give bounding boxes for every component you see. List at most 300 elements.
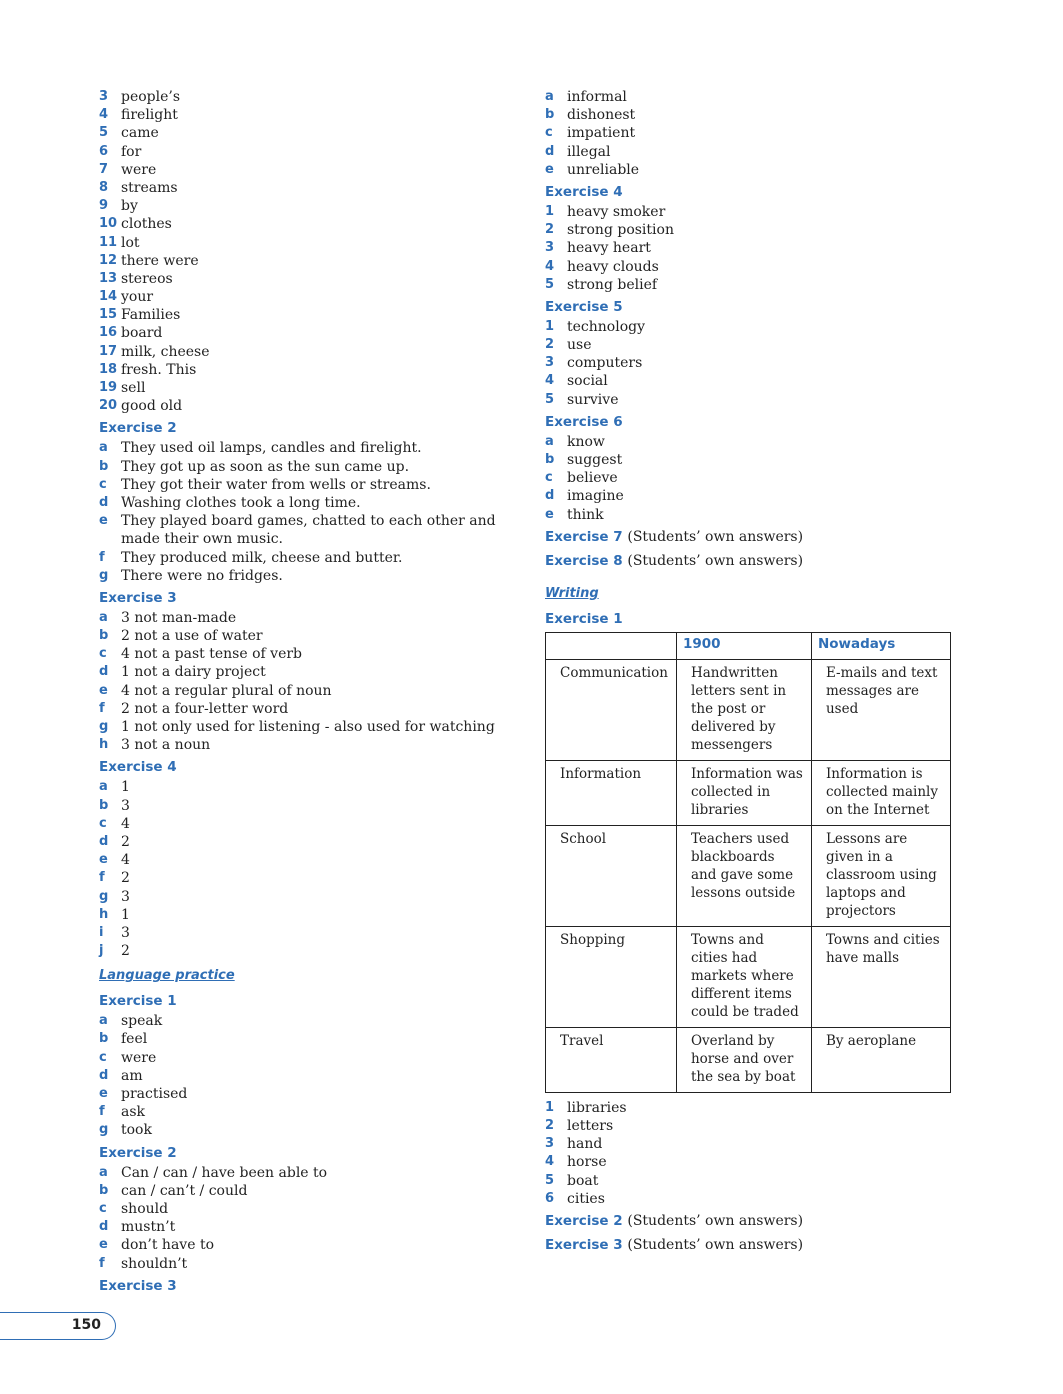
item-value: can / can’t / could [121,1182,248,1199]
list-item [545,161,975,179]
item-value: streams [121,179,178,196]
r-ex4-list [545,203,975,294]
table-row [546,1027,951,1092]
item-key: b [99,797,109,813]
item-value: They got up as soon as the sun came up. [121,458,410,475]
list-item [545,487,975,505]
item-key: 19 [99,380,118,395]
item-value: 2 [121,833,130,850]
item-key: b [99,458,109,474]
item-value: Washing clothes took a long time. [121,494,361,511]
item-value: mustn’t [121,1219,176,1236]
item-value: clothes [121,216,172,233]
item-key: 15 [99,307,118,323]
item-key: 1 [545,203,555,219]
table-cell: E-mails and text messages are used [811,659,950,760]
item-value: Families [121,307,181,324]
item-key: c [99,815,107,831]
ex1-list [99,88,519,415]
item-key: a [99,440,108,456]
table-body [546,659,951,1092]
item-value: people’s [121,89,181,105]
item-key: a [99,779,108,795]
exercise-3-heading: Exercise 3 [99,589,177,606]
list-item [99,797,519,815]
item-value: horse [567,1154,607,1171]
item-key: g [99,567,109,583]
list-item [99,324,519,342]
list-item [545,318,975,336]
item-value: 2 [121,943,130,960]
w-exercise-2-heading [545,1210,975,1232]
list-item [99,718,519,736]
item-value: 2 not a four-letter word [121,700,289,717]
item-key: j [99,943,104,959]
item-key: 5 [545,391,555,407]
list-item [99,397,519,415]
item-key: 1 [545,318,555,334]
item-value: heavy clouds [567,258,659,275]
list-item [99,234,519,252]
list-item [99,888,519,906]
item-key: 4 [545,373,555,389]
list-item [99,1200,519,1218]
table-cell: By aeroplane [811,1027,950,1092]
item-value: illegal [567,143,611,160]
item-value: 4 not a regular plural of noun [121,682,332,699]
table-header-cell [546,632,677,659]
item-key: d [99,1067,109,1083]
list-item [545,1117,975,1135]
item-value: strong position [567,222,674,239]
table-cell: Overland by horse and over the sea by boat [676,1027,811,1092]
list-item [99,512,519,548]
item-key: 3 [545,240,555,256]
item-key: 17 [99,343,118,359]
list-item [99,663,519,681]
item-key: 6 [99,143,109,159]
item-value: speak [121,1013,163,1030]
item-value: feel [121,1031,148,1048]
item-key: 1 [545,1099,555,1115]
list-item [99,1030,519,1048]
list-item [545,258,975,276]
item-key: f [99,700,105,716]
item-value: good old [121,398,183,415]
table-cell: Lessons are given in a classroom using laptops and projectors [811,825,950,926]
item-value: libraries [567,1099,627,1116]
item-value: should [121,1200,169,1217]
exercise-2-heading: Exercise 2 [99,420,177,437]
item-key: g [99,719,109,735]
item-value: stereos [121,270,173,287]
list-item [99,1121,519,1139]
item-key: 2 [545,1117,555,1133]
ex3-list [99,609,519,755]
list-item [99,815,519,833]
item-value: They got their water from wells or streams. [121,476,431,493]
page-number-tab [0,1312,116,1340]
list-item [545,1099,975,1117]
item-value: practised [121,1086,188,1103]
r-ex5-list [545,318,975,409]
item-value: know [567,433,605,450]
item-value: shouldn’t [121,1255,188,1272]
list-item [99,1255,519,1273]
r-exercise-8-heading [545,550,975,572]
r-exercise-5-heading: Exercise 5 [545,298,623,315]
list-item [545,239,975,257]
w-exercise-1-heading: Exercise 1 [545,610,623,627]
item-key: a [99,1013,108,1029]
item-value: 3 [121,924,130,941]
list-item [99,361,519,379]
item-key: 18 [99,361,118,377]
item-key: 6 [545,1190,555,1206]
w-exercise-3-note: (Students’ own answers) [627,1236,804,1253]
item-value: 3 not man-made [121,609,237,626]
item-key: e [99,1086,108,1102]
table-cell: Teachers used blackboards and gave some lessons outside [676,825,811,926]
table-row [546,760,951,825]
row-label-cell: School [546,825,677,926]
item-key: c [545,470,553,486]
list-item [99,645,519,663]
list-item [99,549,519,567]
table-cell: Information was collected in libraries [676,760,811,825]
item-key: g [99,1122,109,1138]
list-item [99,700,519,718]
list-item [545,221,975,239]
table-header-cell: Nowadays [811,632,950,659]
list-item [545,433,975,451]
item-value: 2 not a use of water [121,628,263,645]
list-item [99,1218,519,1236]
lp-ex2-list [99,1164,519,1273]
item-value: firelight [121,107,178,124]
table-cell: Towns and cities have malls [811,926,950,1027]
lp-exercise-3-heading: Exercise 3 [99,1277,177,1294]
item-value: hand [567,1136,603,1153]
item-value: 1 [121,779,130,796]
item-value: strong belief [567,276,658,293]
item-key: 3 [545,355,555,371]
item-key: i [99,924,104,940]
item-value: letters [567,1117,614,1134]
list-item [99,215,519,233]
item-key: a [545,433,554,449]
list-item [99,476,519,494]
r-exercise-6-heading: Exercise 6 [545,413,623,430]
item-value: 4 [121,815,130,832]
item-value: unreliable [567,161,640,178]
list-item [545,203,975,221]
item-key: 3 [99,89,109,104]
exercise-7-note: (Students’ own answers) [627,528,804,545]
list-item [99,778,519,796]
item-key: 5 [545,1172,555,1188]
table-cell: Handwritten letters sent in the post or delivered by messengers [676,659,811,760]
item-value: 3 [121,797,130,814]
list-item [99,869,519,887]
list-item [99,1182,519,1200]
list-item [99,143,519,161]
item-value: think [567,506,604,523]
item-value: your [121,289,154,306]
item-key: c [545,125,553,141]
list-item [545,506,975,524]
list-item [99,179,519,197]
table-header-row [546,632,951,659]
item-key: b [545,452,555,467]
row-label-cell: Travel [546,1027,677,1092]
item-value: don’t have to [121,1237,214,1254]
table-cell: Information is collected mainly on the Internet [811,760,950,825]
list-item [99,270,519,288]
list-item [99,627,519,645]
item-key: 8 [99,179,109,195]
item-key: 10 [99,216,118,232]
item-key: b [545,107,555,123]
item-value: heavy smoker [567,203,666,220]
item-key: 5 [545,276,555,292]
row-label-cell: Information [546,760,677,825]
item-key: 16 [99,325,118,341]
left-column [99,88,519,1297]
list-item [99,567,519,585]
item-key: 3 [545,1136,555,1152]
item-value: believe [567,470,618,487]
list-item [99,609,519,627]
ex2-list [99,439,519,585]
item-key: c [99,1200,107,1216]
w-exercise-3-title: Exercise 3 [545,1236,623,1253]
item-value: were [121,161,157,178]
item-key: c [99,646,107,662]
list-item [545,1153,975,1171]
item-key: 4 [545,258,555,274]
list-item [99,494,519,512]
item-key: h [99,737,109,753]
item-key: f [99,1104,105,1120]
list-item [545,106,975,124]
item-value: They produced milk, cheese and butter. [121,549,403,566]
list-item [545,1172,975,1190]
exercise-8-note: (Students’ own answers) [627,552,804,569]
lp-exercise-2-heading: Exercise 2 [99,1144,177,1161]
item-key: 4 [545,1154,555,1170]
list-item [545,1190,975,1208]
table-row [546,926,951,1027]
item-value: Can / can / have been able to [121,1164,328,1181]
item-key: f [99,870,105,886]
item-key: 12 [99,252,118,268]
list-item [545,336,975,354]
item-key: 13 [99,270,118,286]
list-item [99,1067,519,1085]
list-item [99,88,519,106]
item-value: 1 [121,906,130,923]
list-item [545,451,975,469]
list-item [545,143,975,161]
item-key: d [99,494,109,510]
item-key: d [99,833,109,849]
list-item [99,439,519,457]
list-item [99,682,519,700]
list-item [545,124,975,142]
item-value: 3 not a noun [121,737,211,754]
item-key: 9 [99,198,109,214]
exercise-4-heading: Exercise 4 [99,759,177,776]
item-value: there were [121,252,199,269]
item-key: b [99,1031,109,1047]
item-key: a [99,1164,108,1180]
list-item [545,391,975,409]
right-column [545,88,975,1256]
list-item [99,288,519,306]
writing-heading: Writing [545,585,599,601]
item-key: g [99,888,109,904]
list-item [99,942,519,960]
item-key: 11 [99,234,118,250]
w-ex1-list [545,1099,975,1208]
item-value: 3 [121,888,130,905]
item-value: dishonest [567,107,636,124]
item-key: 4 [99,107,109,123]
list-item [545,354,975,372]
list-item [99,1236,519,1254]
table-row [546,825,951,926]
item-key: e [99,513,108,529]
item-value: technology [567,318,645,335]
list-item [99,1085,519,1103]
item-value: 1 not only used for listening - also used for watching [121,719,495,736]
language-practice-heading: Language practice [99,968,235,984]
item-value: sell [121,380,146,396]
list-item [99,1103,519,1121]
item-value: 2 [121,870,130,887]
list-item [99,1049,519,1067]
list-item [545,469,975,487]
row-label-cell: Shopping [546,926,677,1027]
item-key: d [99,1219,109,1235]
comparison-table [545,632,951,1093]
page-number: 150 [71,1317,101,1333]
list-item [99,124,519,142]
item-key: 2 [545,337,555,353]
list-item [99,924,519,942]
item-value: impatient [567,125,636,142]
item-key: e [99,852,108,868]
item-value: took [121,1122,152,1139]
item-value: informal [567,89,627,105]
item-key: d [99,664,109,680]
item-value: board [121,325,163,342]
list-item [99,106,519,124]
w-exercise-2-title: Exercise 2 [545,1212,623,1229]
list-item [545,88,975,106]
item-key: e [545,161,554,177]
w-exercise-3-heading [545,1234,975,1256]
list-item [99,736,519,754]
item-value: came [121,125,159,142]
item-value: heavy heart [567,240,651,257]
item-value: use [567,337,592,354]
item-value: There were no fridges. [121,567,283,584]
item-key: e [99,682,108,698]
list-item [545,372,975,390]
item-key: 20 [99,398,118,414]
table-row [546,659,951,760]
r-ex6-list [545,433,975,524]
item-value: social [567,373,608,390]
exercise-8-title: Exercise 8 [545,552,623,569]
item-key: f [99,1255,105,1271]
list-item [99,343,519,361]
item-value: am [121,1067,143,1084]
item-key: c [99,1049,107,1065]
list-item [99,1012,519,1030]
item-key: a [545,89,554,104]
list-item [99,851,519,869]
table-cell: Towns and cities had markets where different items could be traded [676,926,811,1027]
item-key: e [545,506,554,522]
item-value: survive [567,391,619,408]
item-key: d [545,488,555,504]
item-value: 1 not a dairy project [121,664,266,681]
item-value: fresh. This [121,361,197,378]
item-value: 4 not a past tense of verb [121,646,303,663]
list-item [99,197,519,215]
list-item [99,833,519,851]
lp-exercise-1-heading: Exercise 1 [99,993,177,1010]
item-key: d [545,143,555,159]
item-value: milk, cheese [121,343,210,360]
item-value: They used oil lamps, candles and firelight. [121,440,422,457]
exercise-7-title: Exercise 7 [545,528,623,545]
item-key: c [99,476,107,492]
item-key: h [99,906,109,922]
item-value: imagine [567,488,624,505]
top-list [545,88,975,179]
item-key: a [99,609,108,625]
item-value: lot [121,234,140,251]
table-header-cell: 1900 [676,632,811,659]
item-key: b [99,1182,109,1198]
item-value: cities [567,1190,605,1207]
item-key: f [99,549,105,565]
item-value: for [121,143,142,160]
list-item [99,306,519,324]
item-key: 5 [99,125,109,141]
item-value: were [121,1049,157,1066]
row-label-cell: Communication [546,659,677,760]
list-item [545,1135,975,1153]
r-exercise-4-heading: Exercise 4 [545,183,623,200]
list-item [99,161,519,179]
list-item [99,458,519,476]
item-value: 4 [121,852,130,869]
ex4-list [99,778,519,960]
item-value: suggest [567,452,623,468]
w-exercise-2-note: (Students’ own answers) [627,1212,804,1229]
r-exercise-7-heading [545,526,975,548]
item-value: by [121,198,138,215]
item-key: b [99,628,109,644]
list-item [99,1164,519,1182]
item-value: boat [567,1172,599,1189]
item-value: computers [567,355,643,372]
